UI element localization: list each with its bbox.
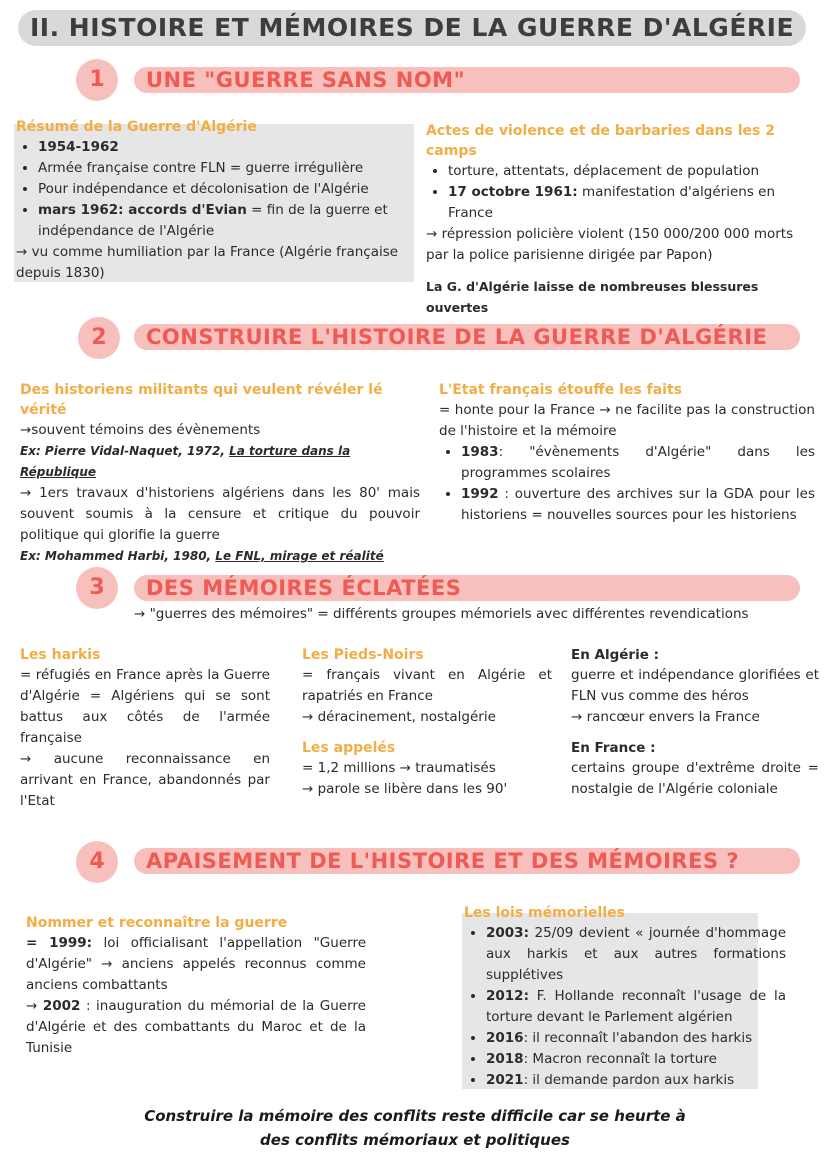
section-3-title: DES MÉMOIRES ÉCLATÉES xyxy=(146,576,462,600)
section-3-col-3-line-3: certains groupe d'extrême droite = nostalgie de l'Algérie coloniale xyxy=(571,760,819,797)
conclusion xyxy=(120,1104,710,1152)
section-4-title: APAISEMENT DE L'HISTOIRE ET DES MÉMOIRES ? xyxy=(146,849,740,873)
section-2-right xyxy=(439,380,815,526)
section-4-right-heading: Les lois mémorielles xyxy=(464,905,625,921)
book-title: La torture dans la République xyxy=(20,444,351,479)
section-3-col-2-line-3: = 1,2 millions → traumatisés xyxy=(302,760,496,776)
section-3-col-2-line-2: → déracinement, nostalgérie xyxy=(302,709,496,725)
section-4-right-list xyxy=(464,923,786,1091)
section-2-right-line-1: = honte pour la France → ne facilite pas la construction de l'histoire et la mémoire xyxy=(439,402,815,439)
section-3-intro: → "guerres des mémoires" = différents groupes mémoriels avec différentes revendications xyxy=(134,606,749,622)
section-2-number: 2 xyxy=(78,317,120,359)
section-2-left-example-2: Ex: Mohammed Harbi, 1980, Le FNL, mirage et réalité xyxy=(20,549,384,563)
section-3-col-1-line-2: → aucune reconnaissance en arrivant en France, abandonnés par l'Etat xyxy=(20,751,270,809)
section-1-right xyxy=(426,121,816,318)
section-4-left-line-1: = 1999: loi officialisant l'appellation "Guerre d'Algérie" → anciens appelés reconnus comme anciens combattants xyxy=(26,935,366,993)
section-4-left-heading: Nommer et reconnaître la guerre xyxy=(26,915,288,931)
list-item: • Pour indépendance et décolonisation de l'Algérie xyxy=(38,179,412,200)
section-3-col-3 xyxy=(571,645,819,800)
section-3-col-2-heading-2: Les appelés xyxy=(302,740,396,756)
section-3-col-2 xyxy=(302,645,552,800)
section-2-left-line-2: → 1ers travaux d'historiens algériens dans les 80' mais souvent soumis à la censure et critique du pouvoir politique qui glorifie la guerre xyxy=(20,485,420,543)
list-item: • mars 1962: accords d'Evian = fin de la guerre et indépendance de l'Algérie xyxy=(38,200,412,242)
list-item: • 1954-1962 xyxy=(38,137,412,158)
section-2-left-line-1: →souvent témoins des évènements xyxy=(20,422,261,438)
section-3-col-2-heading-1: Les Pieds-Noirs xyxy=(302,647,424,663)
section-3-col-3-heading-1: En Algérie : xyxy=(571,647,659,663)
section-3-col-1 xyxy=(20,645,270,812)
section-1-left-list xyxy=(16,137,412,242)
section-3-col-1-heading: Les harkis xyxy=(20,647,101,663)
section-3-number: 3 xyxy=(76,567,118,609)
list-item: • 1983: "évènements d'Algérie" dans les programmes scolaires xyxy=(461,442,815,484)
section-4-left xyxy=(26,913,366,1059)
section-4-right xyxy=(464,903,786,1091)
section-3-col-2-line-4: → parole se libère dans les 90' xyxy=(302,781,508,797)
book-title: Le FNL, mirage et réalité xyxy=(215,549,384,563)
list-item: • 2016: il reconnaît l'abandon des harkis xyxy=(486,1028,786,1049)
list-item: • Armée française contre FLN = guerre irrégulière xyxy=(38,158,412,179)
conclusion-line-2: des conflits mémoriaux et politiques xyxy=(260,1131,570,1149)
list-item: • 2012: F. Hollande reconnaît l'usage de la torture devant le Parlement algérien xyxy=(486,986,786,1028)
section-2-right-heading: L'Etat français étouffe les faits xyxy=(439,382,682,398)
section-1-right-heading: Actes de violence et de barbaries dans les 2 camps xyxy=(426,123,775,159)
section-2-left-heading: Des historiens militants qui veulent révéler lé vérité xyxy=(20,382,383,418)
section-1-title: UNE "GUERRE SANS NOM" xyxy=(146,68,466,92)
list-item: • 2021: il demande pardon aux harkis xyxy=(486,1070,786,1091)
section-3-col-3-heading-2: En France : xyxy=(571,740,656,756)
section-1-left xyxy=(16,117,412,284)
section-1-left-heading: Résumé de la Guerre d'Algérie xyxy=(16,119,257,135)
section-1-conclusion: La G. d'Algérie laisse de nombreuses blessures ouvertes xyxy=(426,279,759,315)
section-3-col-1-line-1: = réfugiés en France après la Guerre d'Algérie = Algériens qui se sont battus aux côtés de l'armée française xyxy=(20,667,270,746)
section-1-right-arrow: → répression policière violent (150 000/200 000 morts par la police parisienne dirigée par Papon) xyxy=(426,226,794,263)
list-item: • 2003: 25/09 devient « journée d'hommage aux harkis et aux autres formations supplétives xyxy=(486,923,786,986)
section-1-right-list xyxy=(426,161,816,224)
section-3-col-2-line-1: = français vivant en Algérie et rapatriés en France xyxy=(302,667,552,704)
list-item: • torture, attentats, déplacement de population xyxy=(448,161,816,182)
section-4-number: 4 xyxy=(76,841,118,883)
conclusion-line-1: Construire la mémoire des conflits reste difficile car se heurte à xyxy=(144,1107,686,1125)
list-item: • 17 octobre 1961: manifestation d'algériens en France xyxy=(448,182,816,224)
section-2-left-example-1: Ex: Pierre Vidal-Naquet, 1972, La torture dans la République xyxy=(20,444,351,479)
section-2-title: CONSTRUIRE L'HISTOIRE DE LA GUERRE D'ALGÉRIE xyxy=(146,325,768,349)
section-3-col-3-line-2: → rancœur envers la France xyxy=(571,709,760,725)
section-2-left xyxy=(20,380,420,567)
list-item: • 2018: Macron reconnaît la torture xyxy=(486,1049,786,1070)
section-3-col-3-line-1: guerre et indépendance glorifiées et FLN vus comme des héros xyxy=(571,667,819,704)
section-4-left-line-2: → 2002 : inauguration du mémorial de la Guerre d'Algérie et des combattants du Maroc et de la Tunisie xyxy=(26,998,366,1056)
section-1-left-arrow: → vu comme humiliation par la France (Algérie française depuis 1830) xyxy=(16,244,399,281)
page-title: II. HISTOIRE ET MÉMOIRES DE LA GUERRE D'ALGÉRIE xyxy=(18,10,806,46)
section-1-number: 1 xyxy=(76,59,118,101)
list-item: • 1992 : ouverture des archives sur la GDA pour les historiens = nouvelles sources pour les historiens xyxy=(461,484,815,526)
section-2-right-list xyxy=(439,442,815,526)
